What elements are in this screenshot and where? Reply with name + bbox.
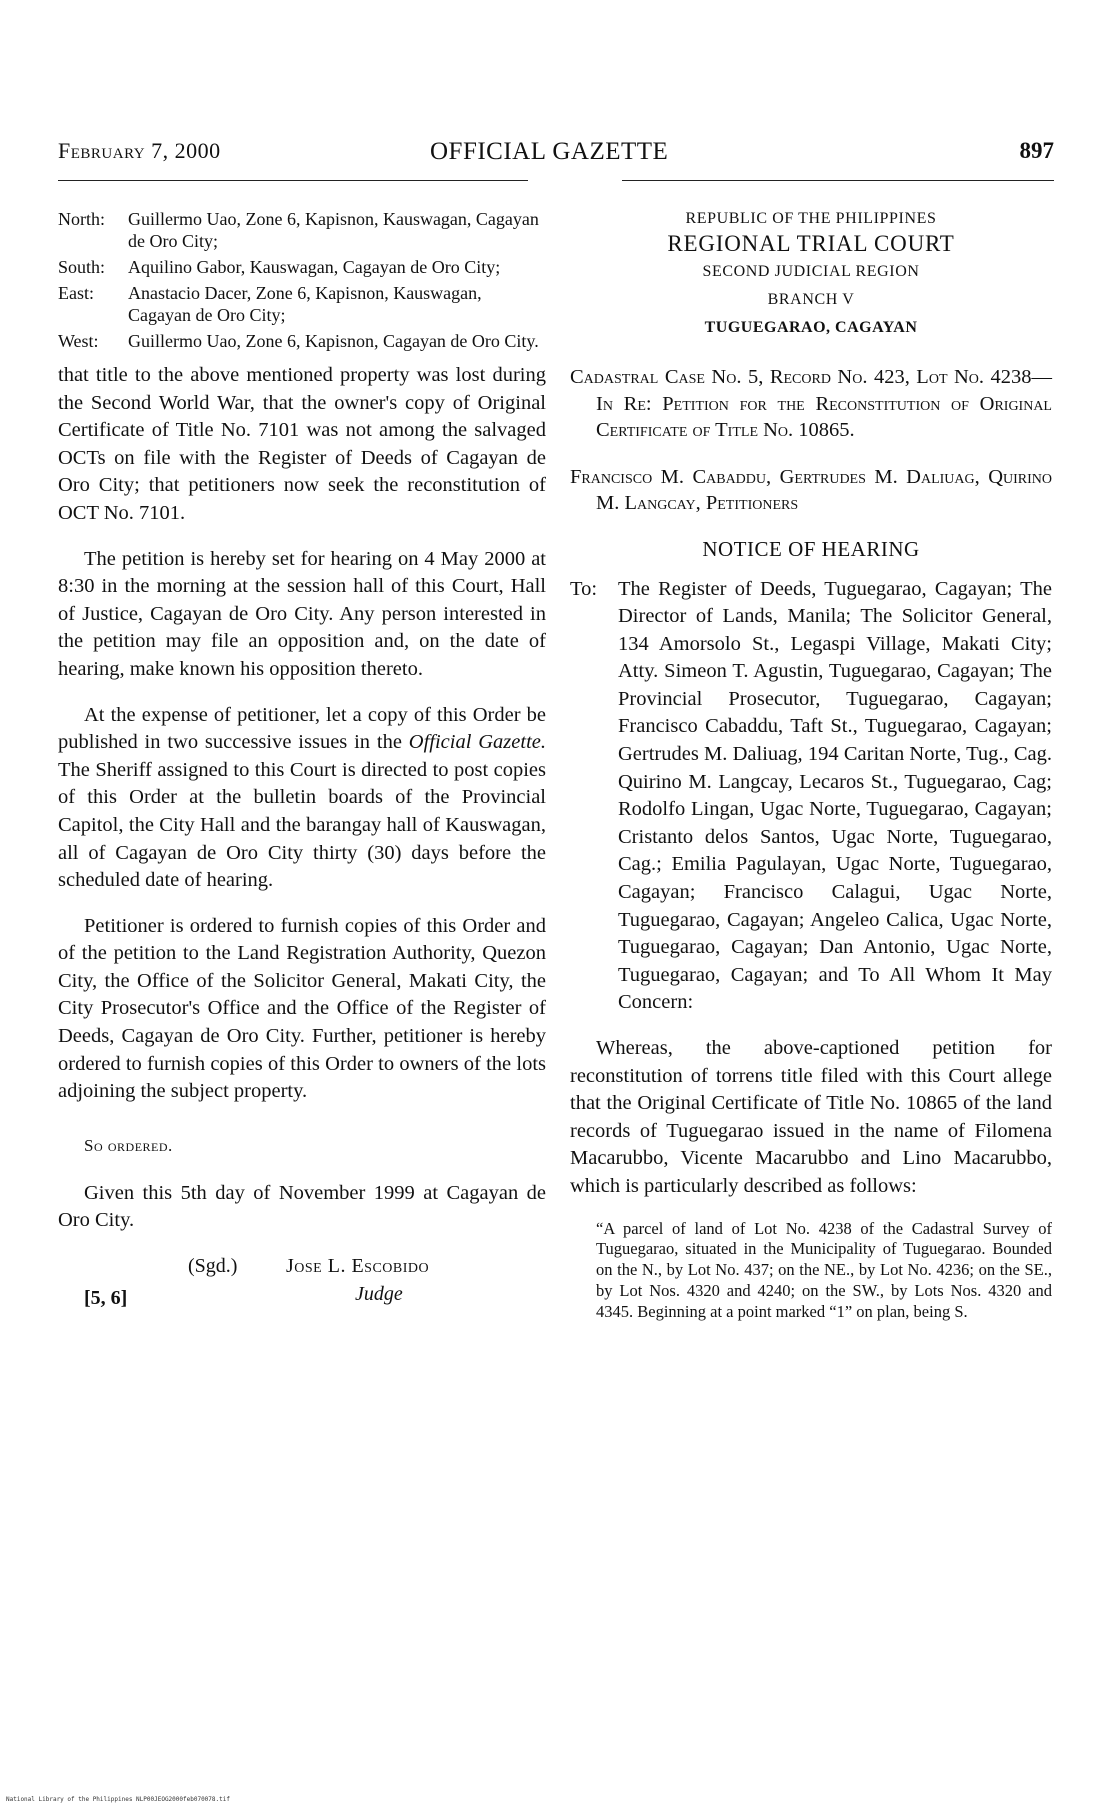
addressees [570, 576, 1052, 1018]
given-date: Given this 5th day of November 1999 at Cagayan de Oro City. [58, 1181, 546, 1232]
addressee-list: The Register of Deeds, Tuguegarao, Cagayan; The Director of Lands, Manila; The Solicitor General, 134 Amorsolo St., Legaspi Village, Makati City; Atty. Simeon T. Agustin, Tuguegarao, Cagayan; The Provincial Prosecutor, Tuguegarao, Cagayan; Francisco Cabaddu, Taft St., Tuguegarao, Cagayan; Gertrudes M. Daliuag, 194 Caritan Norte, Tug., Cag. Quirino M. Langcay, Lecaros St., Tuguegarao, Cag; Rodolfo Lingan, Ugac Norte, Tuguegarao, Cagayan; Cristanto delos Santos, Ugac Norte, Tuguegarao, Cag.; Emilia Pagulayan, Ugac Norte, Tuguegarao, Cagayan; Francisco Calagui, Ugac Norte, Tuguegarao, Cagayan; Angeleo Calica, Ugac Norte, Tuguegarao, Cagayan; Dan Antonio, Ugac Norte, Tuguegarao, Cagayan; and To All Whom It May Concern: [618, 577, 1052, 1014]
signature-block [58, 1255, 546, 1315]
gazette-name: Official Gazette. [408, 731, 546, 754]
issue-reference: [5, 6] [84, 1287, 128, 1310]
case-caption: Cadastral Case No. 5, Record No. 423, Lot No. 4238—In Re: Petition for the Reconstitution of Original Certificate of Title No. 10865. [570, 366, 1052, 441]
land-description-quote: “A parcel of land of Lot No. 4238 of the Cadastral Survey of Tuguegarao, situated in the Municipality of Tuguegarao. Bounded on the N., by Lot No. 437; on the NE., by Lot No. 4236; on the SE., by Lot Nos. 4320 and 4240; on the SW., by Lots Nos. 4320 and 4345. Beginning at a point marked “1” on plan, being S. [596, 1218, 1052, 1321]
left-column [58, 208, 546, 1315]
paragraph-publication [58, 702, 546, 895]
publication-text-a: At the expense of petitioner, let a copy of this Order be published in two successive issues in the [58, 703, 546, 754]
right-column [570, 208, 1052, 1323]
property-bounds [58, 208, 546, 352]
page-header [58, 138, 1054, 170]
signed-mark: (Sgd.) [188, 1255, 238, 1278]
to-label: To: [570, 577, 598, 600]
bound-direction: South: [58, 257, 106, 277]
paragraph-furnish-copies: Petitioner is ordered to furnish copies of this Order and of the petition to the Land Registration Authority, Quezon City, the Office of the Solicitor General, Makati City, the City Prosecutor's Office and the Office of the Register of Deeds, Cagayan de Oro City. Further, petitioner is hereby ordered to furnish copies of this Order to owners of the lots adjoining the subject property. [58, 914, 546, 1103]
bound-text: Guillermo Uao, Zone 6, Kapisnon, Kauswagan, Cagayan de Oro City; [128, 209, 539, 251]
bound-north [58, 208, 546, 252]
issue-date: February 7, 2000 [58, 138, 221, 163]
court-location: TUGUEGARAO, CAGAYAN [704, 319, 918, 336]
court-branch: BRANCH V [767, 291, 855, 308]
publication-text-b: The Sheriff assigned to this Court is directed to post copies of this Order at the bulletin boards of the Provincial Capitol, the City Hall and the barangay hall of Kauswagan, all of Cagayan de Oro City thirty (30) days before the scheduled date of hearing. [58, 758, 546, 892]
court-region: SECOND JUDICIAL REGION [702, 263, 920, 280]
judge-title: Judge [355, 1283, 403, 1306]
bound-direction: East: [58, 283, 94, 303]
bound-east [58, 282, 546, 326]
page-number: 897 [1019, 138, 1054, 163]
scan-footer: National Library of the Philippines NLP00JEOG2000feb070078.tif [6, 1796, 230, 1803]
so-ordered: So ordered. [84, 1135, 173, 1155]
court-heading [570, 208, 1052, 342]
header-rule-right [622, 180, 1054, 181]
paragraph-hearing-date: The petition is hereby set for hearing on 4 May 2000 at 8:30 in the morning at the session hall of this Court, Hall of Justice, Cagayan de Oro City. Any person interested in the petition may file an opposition and, on the date of hearing, make known his opposition thereto. [58, 547, 546, 680]
petitioners: Francisco M. Cabaddu, Gertrudes M. Daliuag, Quirino M. Langcay, Petitioners [570, 465, 1052, 514]
judge-name: Jose L. Escobido [286, 1255, 430, 1278]
bound-west [58, 330, 546, 352]
publication-title: OFFICIAL GAZETTE [430, 138, 669, 165]
bound-text: Anastacio Dacer, Zone 6, Kapisnon, Kauswagan, Cagayan de Oro City; [128, 283, 482, 325]
court-name: REGIONAL TRIAL COURT [667, 231, 955, 256]
paragraph-title-lost: that title to the above mentioned property was lost during the Second World War, that the owner's copy of Original Certificate of Title No. 7101 was not among the salvaged OCTs on file with the Register of Deeds of Cagayan de Oro City; that petitioners now seek the reconstitution of OCT No. 7101. [58, 364, 546, 524]
notice-title: NOTICE OF HEARING [702, 536, 920, 561]
paragraph-whereas: Whereas, the above-captioned petition for reconstitution of torrens title filed with this Court allege that the Original Certificate of Title No. 10865 of the land records of Tuguegarao issued in the name of Filomena Macarubbo, Vicente Macarubbo and Lino Macarubbo, which is particularly described as follows: [570, 1037, 1052, 1197]
header-rule-left [58, 180, 528, 181]
bound-direction: West: [58, 331, 99, 351]
bound-direction: North: [58, 209, 105, 229]
bound-south [58, 256, 546, 278]
bound-text: Guillermo Uao, Zone 6, Kapisnon, Cagayan de Oro City. [128, 331, 539, 351]
court-republic: REPUBLIC OF THE PHILIPPINES [685, 210, 937, 227]
bound-text: Aquilino Gabor, Kauswagan, Cagayan de Oro City; [128, 257, 501, 277]
